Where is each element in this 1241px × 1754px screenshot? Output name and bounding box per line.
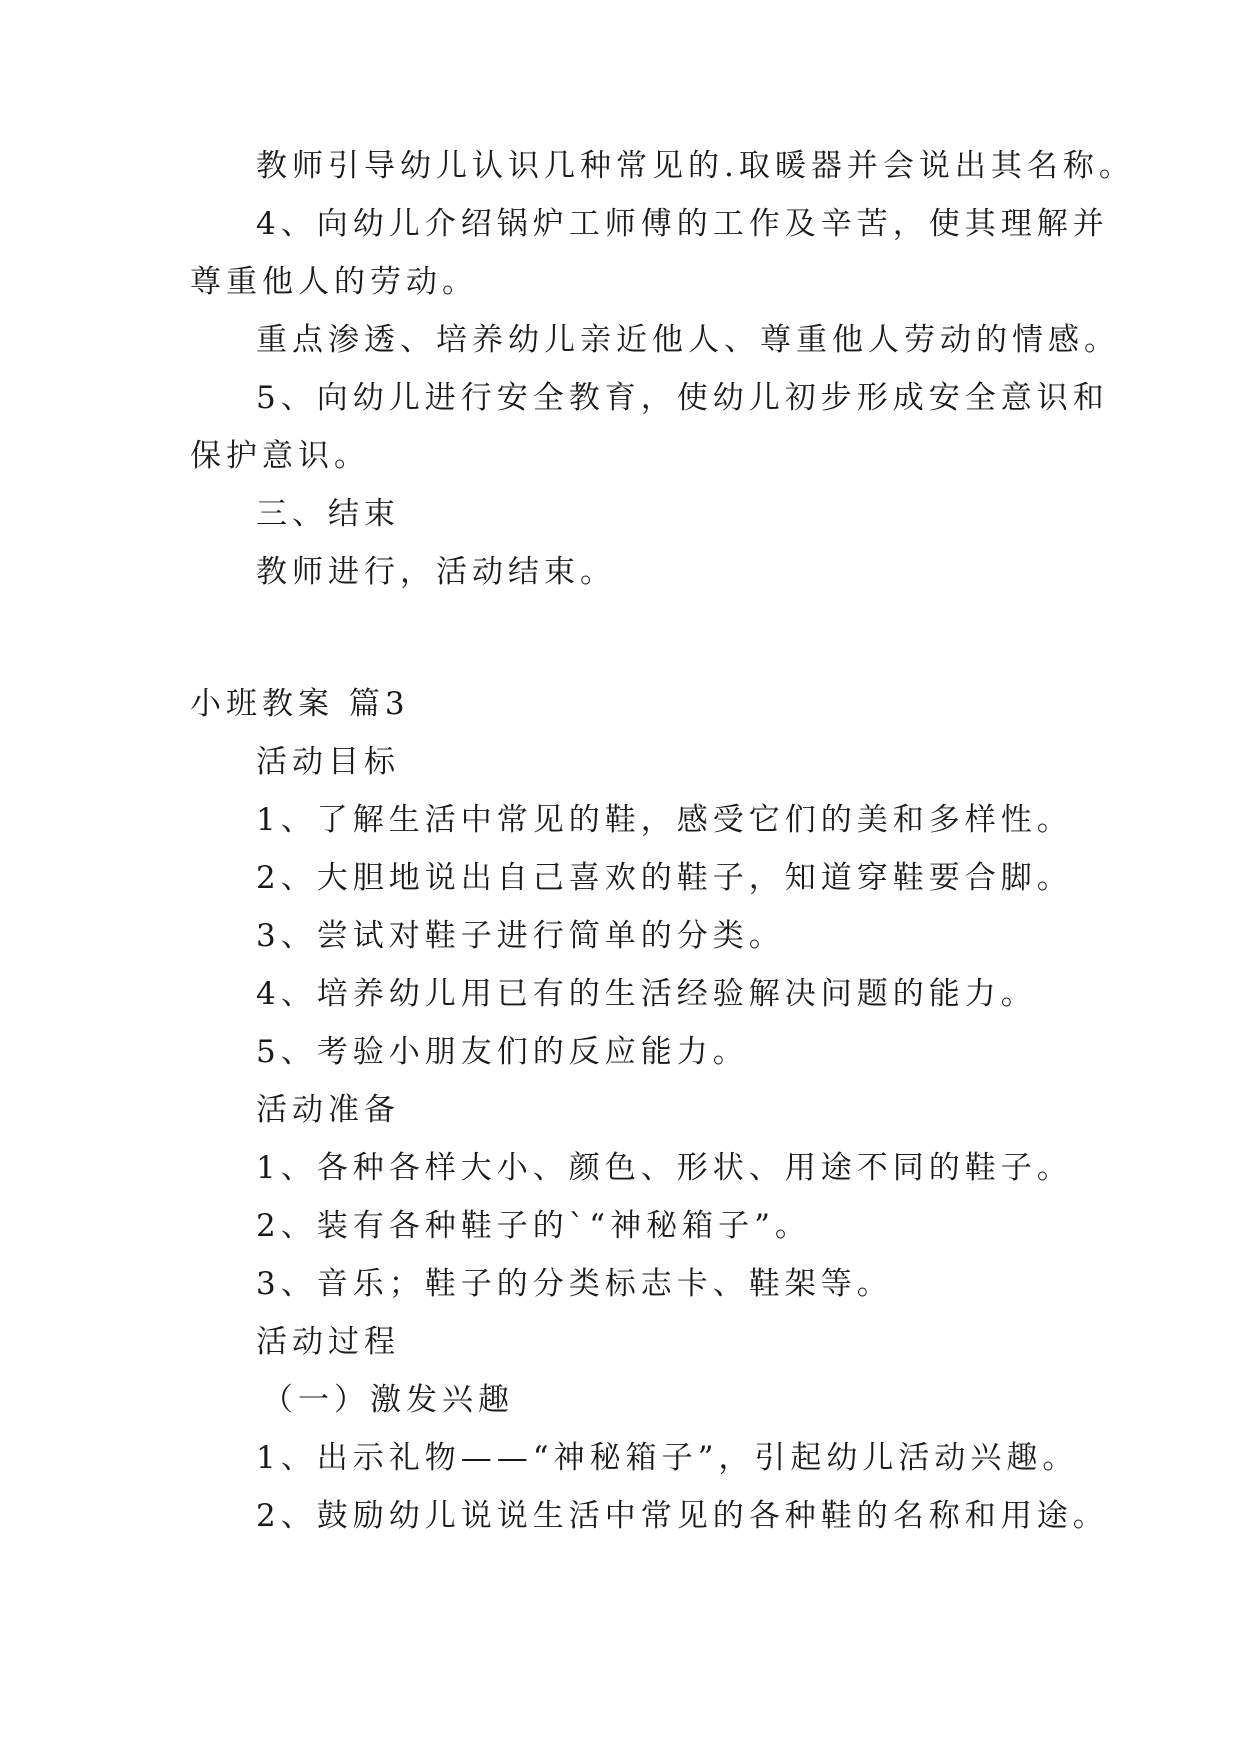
list-item: 3、音乐；鞋子的分类标志卡、鞋架等。 <box>256 1266 893 1302</box>
list-item: 1、出示礼物——“神秘箱子”，引起幼儿活动兴趣。 <box>256 1440 1079 1476</box>
list-item: 1、了解生活中常见的鞋，感受它们的美和多样性。 <box>256 802 1073 838</box>
list-item: 5、考验小朋友们的反应能力。 <box>256 1034 749 1070</box>
list-item: 4、培养幼儿用已有的生活经验解决问题的能力。 <box>256 976 1037 1012</box>
paragraph-line: 尊重他人的劳动。 <box>190 264 478 300</box>
paragraph-line: 教师引导幼儿认识几种常见的.取暖器并会说出其名称。 <box>256 148 1135 184</box>
section-heading: 活动过程 <box>256 1324 400 1360</box>
list-item: 1、各种各样大小、颜色、形状、用途不同的鞋子。 <box>256 1150 1073 1186</box>
list-item: 3、尝试对鞋子进行简单的分类。 <box>256 918 785 954</box>
paragraph-line: 保护意识。 <box>190 438 370 474</box>
paragraph-line: 教师进行，活动结束。 <box>256 554 616 590</box>
list-item: 2、大胆地说出自己喜欢的鞋子，知道穿鞋要合脚。 <box>256 860 1073 896</box>
section-heading: 三、结束 <box>256 496 400 532</box>
section-heading: 活动准备 <box>256 1092 400 1128</box>
subsection-heading: （一）激发兴趣 <box>262 1382 514 1418</box>
article-title: 小班教案 篇3 <box>190 686 410 722</box>
list-item: 2、鼓励幼儿说说生活中常见的各种鞋的名称和用途。 <box>256 1498 1109 1534</box>
paragraph-line: 5、向幼儿进行安全教育，使幼儿初步形成安全意识和 <box>256 380 1109 416</box>
section-heading: 活动目标 <box>256 744 400 780</box>
list-item: 2、装有各种鞋子的`“神秘箱子”。 <box>256 1208 811 1244</box>
paragraph-line: 4、向幼儿介绍锅炉工师傅的工作及辛苦，使其理解并 <box>256 206 1109 242</box>
paragraph-line: 重点渗透、培养幼儿亲近他人、尊重他人劳动的情感。 <box>256 322 1120 358</box>
